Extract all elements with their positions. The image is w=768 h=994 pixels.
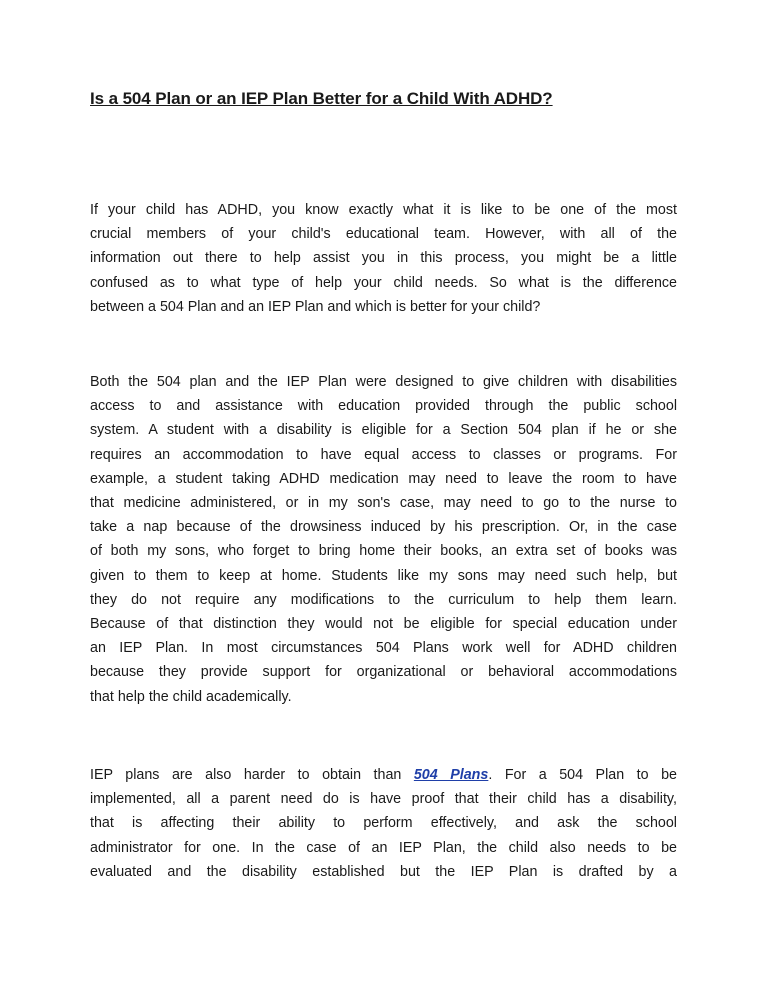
paragraph-line: they do not require any modifications to the curriculum to help them learn. [90,591,677,608]
paragraph-line: If your child has ADHD, you know exactly what it is like to be one of the most [90,202,677,218]
paragraph-line: example, a student taking ADHD medication may need to leave the room to have [90,470,677,487]
paragraph-line: that is affecting their ability to perform effectively, and ask the school [90,815,677,832]
504-plans-link[interactable]: 504 Plans [413,767,489,783]
paragraph-intro [90,198,677,319]
paragraph-line: requires an accommodation to have equal access to classes or programs. For [90,446,677,463]
paragraph-line: an IEP Plan. In most circumstances 504 Plans work well for ADHD children [90,640,677,657]
line-text-after-link: . For a 504 Plan to be [488,767,677,783]
paragraph-line: system. A student with a disability is eligible for a Section 504 plan if he or she [90,422,677,439]
paragraph-comparison [90,370,677,709]
paragraph-line: between a 504 Plan and an IEP Plan and which is better for your child? [90,298,541,315]
document-title: Is a 504 Plan or an IEP Plan Better for a Child With ADHD? [90,89,553,108]
paragraph-line: crucial members of your child's educational team. However, with all of the [90,226,677,243]
paragraph-line: that help the child academically. [90,688,292,705]
paragraph-line: Because of that distinction they would not be eligible for special education under [90,616,677,633]
paragraph-line: evaluated and the disability established but the IEP Plan is drafted by a [90,863,677,880]
paragraph-line: implemented, all a parent need do is have proof that their child has a disability, [90,791,677,808]
paragraph-line: of both my sons, who forget to bring home their books, an extra set of books was [90,543,677,560]
paragraph-line: access to and assistance with education provided through the public school [90,398,677,415]
paragraph-line: confused as to what type of help your child needs. So what is the difference [90,274,677,291]
paragraph-iep-plans [90,763,677,884]
paragraph-line-with-link [90,763,677,787]
paragraph-line: take a nap because of the drowsiness induced by his prescription. Or, in the case [90,519,677,536]
line-text-before-link: IEP plans are also harder to obtain than [90,767,414,783]
paragraph-line: that medicine administered, or in my son's case, may need to go to the nurse to [90,495,677,512]
paragraph-line: because they provide support for organizational or behavioral accommodations [90,664,677,681]
paragraph-line: information out there to help assist you in this process, you might be a little [90,250,677,267]
paragraph-line: Both the 504 plan and the IEP Plan were designed to give children with disabilities [90,374,677,390]
paragraph-line: administrator for one. In the case of an IEP Plan, the child also needs to be [90,839,677,856]
paragraph-line: given to them to keep at home. Students like my sons may need such help, but [90,567,677,584]
